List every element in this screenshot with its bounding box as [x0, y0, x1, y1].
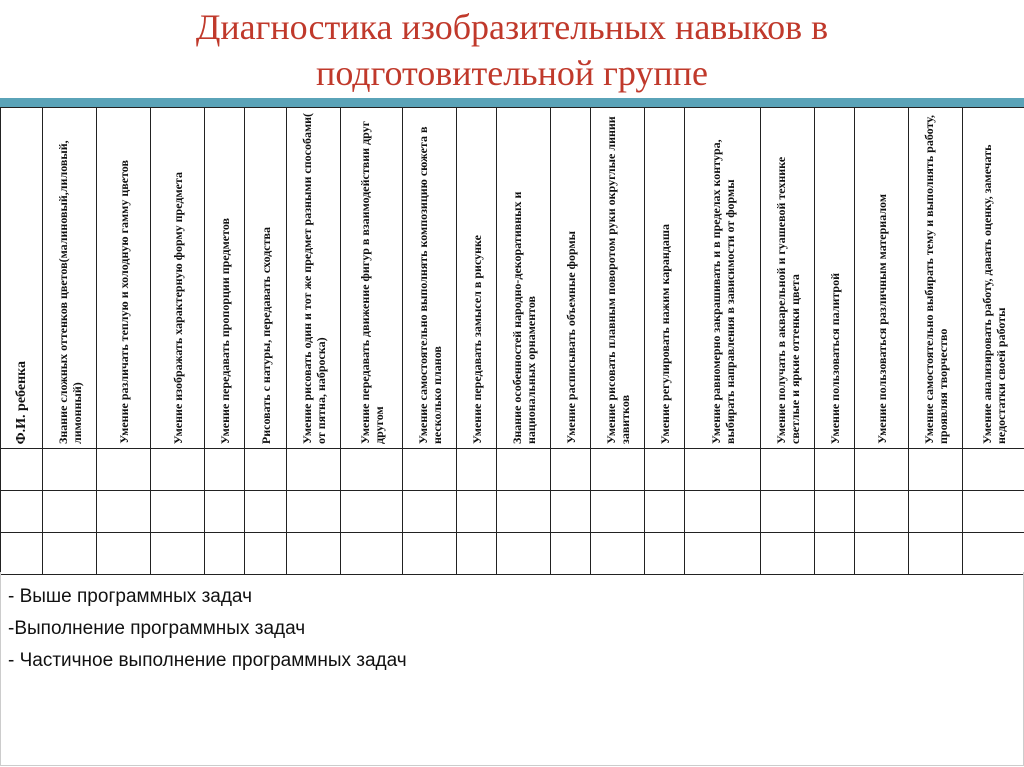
table-cell[interactable]: [551, 449, 591, 491]
table-cell[interactable]: [97, 533, 151, 575]
column-header: Умение равномерно закрашивать и в пределах контура, выбирать направления в зависимости от формы: [685, 108, 761, 449]
column-header: Знание сложных оттенков цветов(малиновый,лиловый, лимонный): [43, 108, 97, 449]
table-cell[interactable]: [287, 449, 341, 491]
table-cell[interactable]: [855, 449, 909, 491]
column-header: Знание особенностей народно-декоративных и национальных орнаментов: [497, 108, 551, 449]
accent-bar: [0, 98, 1024, 107]
table-cell[interactable]: [761, 533, 815, 575]
table-cell[interactable]: [909, 491, 963, 533]
table-cell[interactable]: [151, 491, 205, 533]
table-cell[interactable]: [645, 491, 685, 533]
table-cell[interactable]: [497, 491, 551, 533]
column-header: Умение расписывать объемные формы: [551, 108, 591, 449]
table-cell[interactable]: [151, 533, 205, 575]
table-cell[interactable]: [685, 449, 761, 491]
table-cell[interactable]: [761, 449, 815, 491]
column-header: Умение получать в акварельной и гуашевой технике светлые и яркие оттенки цвета: [761, 108, 815, 449]
column-header: Умение изображать характерную форму предмета: [151, 108, 205, 449]
table-cell[interactable]: [1, 533, 43, 575]
table-cell[interactable]: [457, 491, 497, 533]
column-header: Умение самостоятельно выполнять композицию сюжета в несколько планов: [403, 108, 457, 449]
table-cell[interactable]: [761, 491, 815, 533]
table-cell[interactable]: [1, 449, 43, 491]
column-header: Умение самостоятельно выбирать тему и выполнять работу, проявляя творчество: [909, 108, 963, 449]
table-cell[interactable]: [245, 533, 287, 575]
column-header: Умение передавать пропорции предметов: [205, 108, 245, 449]
title-line-1: Диагностика изобразительных навыков в: [195, 7, 829, 47]
column-header: Умение анализировать работу, давать оценку, замечать недостатки своей работы: [963, 108, 1024, 449]
table-cell[interactable]: [205, 533, 245, 575]
table-cell[interactable]: [497, 533, 551, 575]
legend: [8, 581, 1008, 677]
table-cell[interactable]: [645, 533, 685, 575]
table-cell[interactable]: [341, 449, 403, 491]
column-header: Умение пользоваться различным материалом: [855, 108, 909, 449]
table-cell[interactable]: [551, 491, 591, 533]
column-header: Умение рисовать плавным поворотом руки округлые линии завитков: [591, 108, 645, 449]
table-cell[interactable]: [43, 491, 97, 533]
table-cell[interactable]: [341, 491, 403, 533]
column-header: Умение пользоваться палитрой: [815, 108, 855, 449]
table-cell[interactable]: [403, 449, 457, 491]
table-cell[interactable]: [457, 449, 497, 491]
table-cell[interactable]: [909, 449, 963, 491]
table-cell[interactable]: [855, 533, 909, 575]
slide-title: [0, 4, 1024, 96]
table-row: [1, 533, 1024, 575]
table-cell[interactable]: [403, 491, 457, 533]
column-header: Рисовать с натуры, передавать сходства: [245, 108, 287, 449]
table-cell[interactable]: [403, 533, 457, 575]
column-header: Ф.И. ребенка: [1, 108, 43, 449]
table-row: [1, 491, 1024, 533]
legend-item-partial: - Частичное выполнение программных задач: [8, 650, 407, 671]
table-cell[interactable]: [287, 533, 341, 575]
table-cell[interactable]: [287, 491, 341, 533]
table-cell[interactable]: [685, 533, 761, 575]
table-cell[interactable]: [457, 533, 497, 575]
table-cell[interactable]: [963, 533, 1024, 575]
table-cell[interactable]: [591, 449, 645, 491]
table-cell[interactable]: [855, 491, 909, 533]
table-cell[interactable]: [963, 449, 1024, 491]
table-cell[interactable]: [815, 533, 855, 575]
column-header: Умение различать теплую и холодную гамму цветов: [97, 108, 151, 449]
diagnostics-table: [0, 107, 1024, 575]
table-cell[interactable]: [815, 491, 855, 533]
table-cell[interactable]: [591, 491, 645, 533]
column-header: Умение регулировать нажим карандаша: [645, 108, 685, 449]
table-cell[interactable]: [497, 449, 551, 491]
table-cell[interactable]: [645, 449, 685, 491]
legend-item-meets: -Выполнение программных задач: [8, 618, 306, 639]
table-cell[interactable]: [205, 491, 245, 533]
table-cell[interactable]: [43, 533, 97, 575]
table-cell[interactable]: [97, 491, 151, 533]
title-line-2: подготовительной группе: [316, 53, 708, 93]
table-cell[interactable]: [245, 491, 287, 533]
table-cell[interactable]: [205, 449, 245, 491]
column-header: Умение передавать движение фигур в взаимодействии друг другом: [341, 108, 403, 449]
table-cell[interactable]: [815, 449, 855, 491]
table-row: [1, 449, 1024, 491]
table-cell[interactable]: [341, 533, 403, 575]
table-cell[interactable]: [43, 449, 97, 491]
table-cell[interactable]: [591, 533, 645, 575]
table-cell[interactable]: [1, 491, 43, 533]
legend-item-above: - Выше программных задач: [8, 586, 252, 607]
table-cell[interactable]: [151, 449, 205, 491]
table-cell[interactable]: [685, 491, 761, 533]
table-cell[interactable]: [551, 533, 591, 575]
table-cell[interactable]: [909, 533, 963, 575]
column-header: Умение рисовать один и тот же предмет разными способами( от пятна, наброска): [287, 108, 341, 449]
table-cell[interactable]: [245, 449, 287, 491]
column-header: Умение передавать замысел в рисунке: [457, 108, 497, 449]
table-cell[interactable]: [97, 449, 151, 491]
table-cell[interactable]: [963, 491, 1024, 533]
slide-header: [0, 0, 1024, 100]
table-header-row: [1, 108, 1024, 449]
